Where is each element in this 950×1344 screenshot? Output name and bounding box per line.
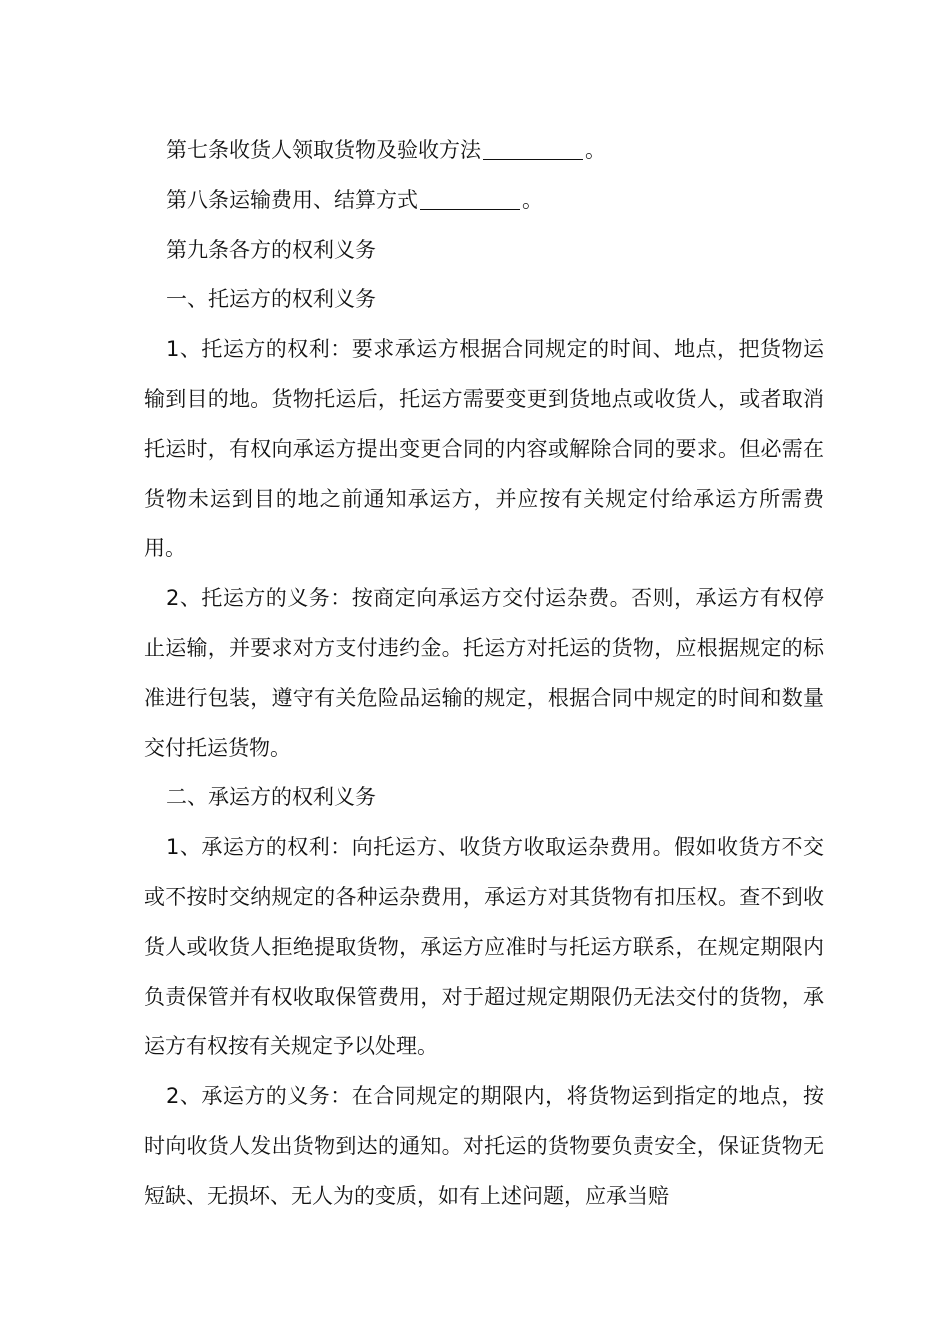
article-8-text: 第八条运输费用、结算方式 [166, 187, 418, 212]
section-1-item-2: 2、托运方的义务：按商定向承运方交付运杂费。否则，承运方有权停止运输，并要求对方支付违约金。托运方对托运的货物，应根据规定的标准进行包装，遵守有关危险品运输的规定，根据合同中规定的时间和数量交付托运货物。 [144, 586, 824, 760]
article-7-blank-line [483, 158, 583, 160]
section-1-title: 一、托运方的权利义务 [166, 287, 376, 312]
article-9-title: 第九条各方的权利义务 [166, 237, 376, 262]
document-body [144, 126, 824, 1222]
section-2-title: 二、承运方的权利义务 [166, 785, 376, 810]
section-2-item-1: 1、承运方的权利：向托运方、收货方收取运杂费用。假如收货方不交或不按时交纳规定的各种运杂费用，承运方对其货物有扣压权。查不到收货人或收货人拒绝提取货物，承运方应准时与托运方联系，在规定期限内负责保管并有权收取保管费用，对于超过规定期限仍无法交付的货物，承运方有权按有关规定予以处理。 [144, 835, 824, 1059]
article-8-blank-line [420, 208, 520, 210]
article-7-end: 。 [585, 138, 606, 162]
article-7-text: 第七条收货人领取货物及验收方法 [166, 138, 481, 162]
section-1-item-1: 1、托运方的权利：要求承运方根据合同规定的时间、地点，把货物运输到目的地。货物托运后，托运方需要变更到货地点或收货人，或者取消托运时，有权向承运方提出变更合同的内容或解除合同的要求。但必需在货物未运到目的地之前通知承运方，并应按有关规定付给承运方所需费用。 [144, 337, 824, 561]
article-7 [144, 126, 824, 176]
article-8-end: 。 [522, 187, 543, 212]
section-2-item-2: 2、承运方的义务：在合同规定的期限内，将货物运到指定的地点，按时向收货人发出货物到达的通知。对托运的货物要负责安全，保证货物无短缺、无损坏、无人为的变质，如有上述问题，应承当赔 [144, 1084, 824, 1208]
article-8 [144, 176, 824, 226]
